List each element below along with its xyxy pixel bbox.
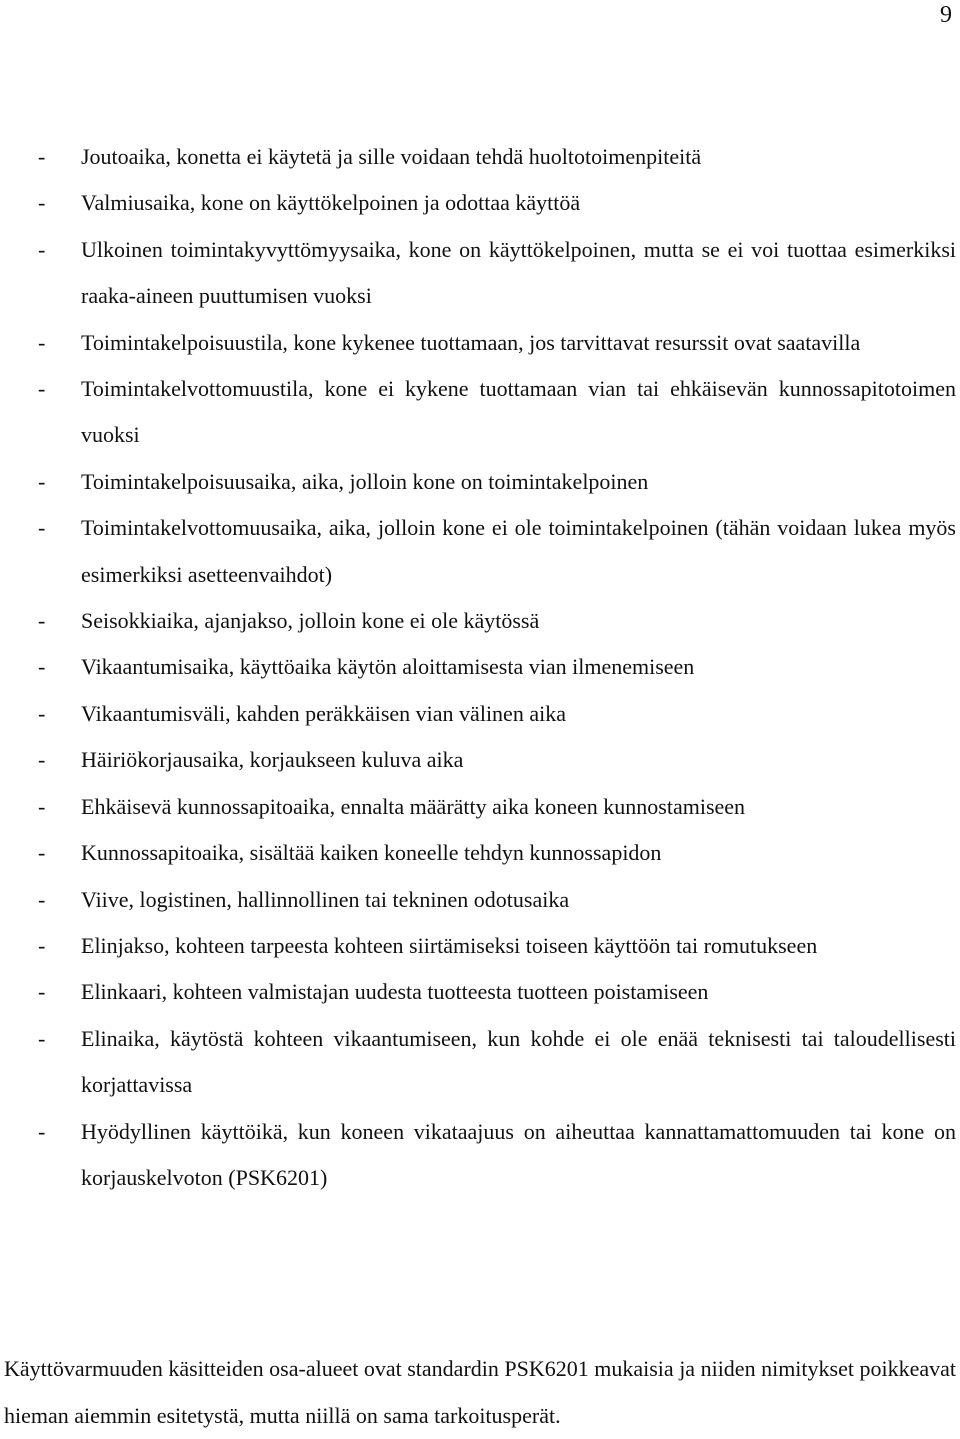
list-item-text: Valmiusaika, kone on käyttökelpoinen ja odottaa käyttöä (81, 190, 581, 216)
list-item-text: Joutoaika, konetta ei käytetä ja sille voidaan tehdä huoltotoimenpiteitä (81, 144, 702, 169)
list-item (0, 134, 960, 180)
list-bullet: - (38, 236, 46, 262)
list-item-text: Hyödyllinen käyttöikä, kun koneen vikataajuus on aiheuttaa kannattamattomuuden tai kone on korjauskelvoton (PSK6201) (81, 1118, 956, 1190)
list-bullet: - (38, 376, 46, 402)
list-bullet: - (38, 747, 46, 773)
list-item-text: Toimintakelvottomuusaika, aika, jolloin kone ei ole toimintakelpoinen (tähän voidaan lukea myös esimerkiksi asetteenvaihdot) (81, 515, 956, 587)
list-item (0, 644, 960, 690)
list-item-text: Elinaika, käytöstä kohteen vikaantumiseen, kun kohde ei ole enää teknisesti tai taloudellisesti korjattavissa (81, 1025, 956, 1098)
list-bullet: - (38, 190, 46, 216)
list-item (0, 691, 960, 737)
list-item-text: Vikaantumisaika, käyttöaika käytön aloittamisesta vian ilmenemiseen (81, 654, 695, 680)
list-bullet: - (38, 608, 46, 634)
list-item (0, 459, 960, 505)
list-item (0, 830, 960, 876)
list-item (0, 320, 960, 366)
list-item (0, 877, 960, 923)
list-bullet: - (38, 515, 46, 541)
list-item-text: Elinjakso, kohteen tarpeesta kohteen siirtämiseksi toiseen käyttöön tai romutukseen (81, 932, 818, 958)
term-list (0, 134, 960, 1201)
list-item (0, 505, 960, 598)
list-item-text: Toimintakelvottomuustila, kone ei kykene tuottamaan vian tai ehkäisevän kunnossapitotoimen vuoksi (81, 376, 956, 448)
list-bullet: - (38, 700, 46, 726)
list-item-text: Ehkäisevä kunnossapitoaika, ennalta määrätty aika koneen kunnostamiseen (81, 793, 746, 819)
list-bullet: - (38, 840, 46, 866)
list-bullet: - (38, 329, 46, 355)
list-bullet: - (38, 932, 46, 958)
list-item (0, 1016, 960, 1109)
closing-paragraph: Käyttövarmuuden käsitteiden osa-alueet ovat standardin PSK6201 mukaisia ja niiden nimitykset poikkeavat hieman aiemmin esitetystä, mutta niillä on sama tarkoitusperät. (4, 1356, 956, 1428)
list-item-text: Häiriökorjausaika, korjaukseen kuluva aika (81, 747, 464, 773)
list-item-text: Seisokkiaika, ajanjakso, jolloin kone ei ole käytössä (81, 608, 540, 634)
list-item (0, 180, 960, 226)
list-item (0, 969, 960, 1015)
list-bullet: - (38, 1025, 46, 1051)
page-number: 9 (940, 2, 952, 28)
list-item (0, 227, 960, 320)
list-item-text: Vikaantumisväli, kahden peräkkäisen vian välinen aika (81, 700, 566, 726)
list-item-text: Ulkoinen toimintakyvyttömyysaika, kone on käyttökelpoinen, mutta se ei voi tuottaa esimerkiksi raaka-aineen puuttumisen vuoksi (81, 236, 956, 309)
list-bullet: - (38, 468, 46, 494)
list-bullet: - (38, 886, 46, 912)
list-item (0, 923, 960, 969)
list-item-text: Toimintakelpoisuustila, kone kykenee tuottamaan, jos tarvittavat resurssit ovat saatavilla (81, 329, 861, 355)
list-bullet: - (38, 144, 46, 169)
list-item (0, 366, 960, 459)
list-bullet: - (38, 1118, 46, 1144)
list-bullet: - (38, 793, 46, 819)
list-item (0, 737, 960, 783)
list-bullet: - (38, 979, 46, 1005)
list-item (0, 598, 960, 644)
list-item-text: Toimintakelpoisuusaika, aika, jolloin kone on toimintakelpoinen (81, 468, 649, 494)
list-item (0, 1109, 960, 1202)
list-item (0, 784, 960, 830)
list-bullet: - (38, 654, 46, 680)
list-item-text: Elinkaari, kohteen valmistajan uudesta tuotteesta tuotteen poistamiseen (81, 979, 709, 1005)
list-item-text: Kunnossapitoaika, sisältää kaiken koneelle tehdyn kunnossapidon (81, 840, 662, 866)
list-item-text: Viive, logistinen, hallinnollinen tai tekninen odotusaika (81, 886, 570, 912)
